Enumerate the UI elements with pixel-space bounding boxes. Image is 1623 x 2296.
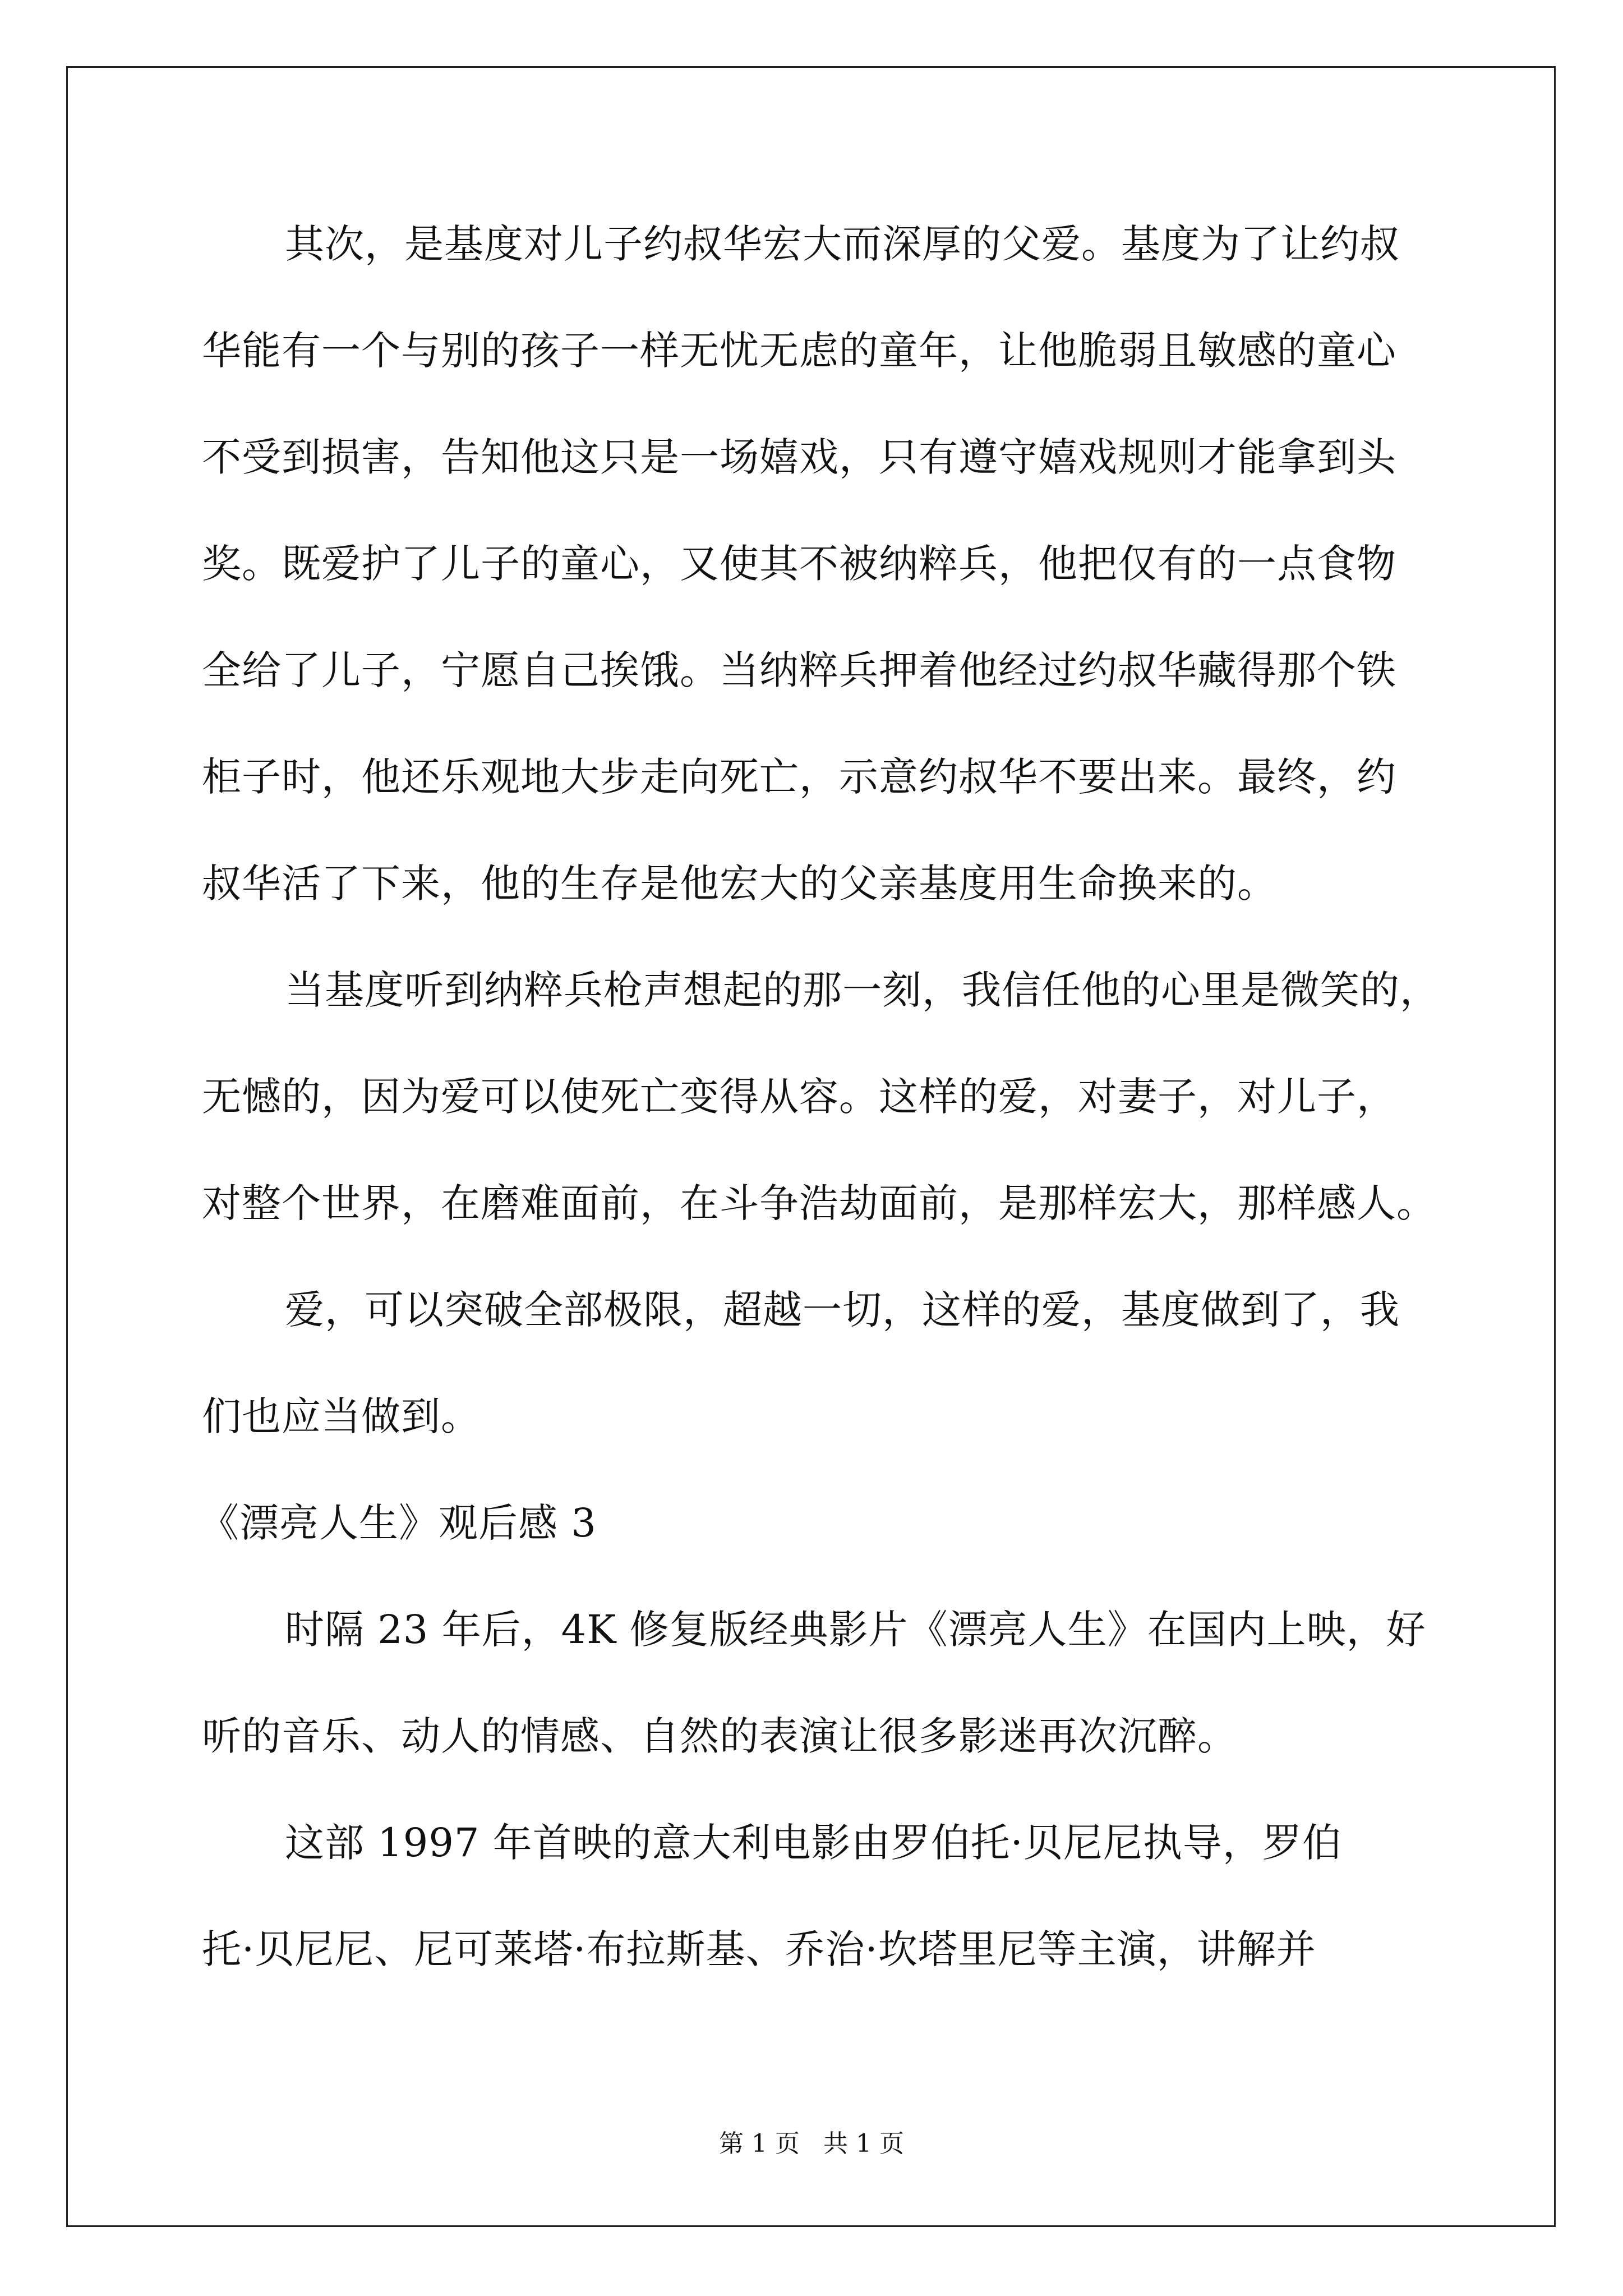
paragraph-line: 不受到损害，告知他这只是一场嬉戏，只有遵守嬉戏规则才能拿到头	[202, 434, 1396, 480]
paragraph-line: 们也应当做到。	[202, 1393, 481, 1439]
paragraph-line: 柜子时，他还乐观地大步走向死亡，示意约叔华不要出来。最终，约	[202, 754, 1396, 800]
section-heading: 《漂亮人生》观后感 3	[200, 1500, 597, 1546]
paragraph-line: 爱，可以突破全部极限，超越一切，这样的爱，基度做到了，我	[285, 1287, 1400, 1333]
paragraph-line: 华能有一个与别的孩子一样无忧无虑的童年，让他脆弱且敏感的童心	[202, 328, 1396, 374]
paragraph-line: 听的音乐、动人的情感、自然的表演让很多影迷再次沉醉。	[202, 1713, 1237, 1759]
paragraph-line: 托·贝尼尼、尼可莱塔·布拉斯基、乔治·坎塔里尼等主演，讲解并	[202, 1926, 1316, 1972]
page-footer: 第 1 页 共 1 页	[719, 2129, 904, 2158]
paragraph-line: 无憾的，因为爱可以使死亡变得从容。这样的爱，对妻子，对儿子，	[202, 1074, 1396, 1120]
paragraph-line: 叔华活了下来，他的生存是他宏大的父亲基度用生命换来的。	[202, 861, 1277, 907]
paragraph-line: 全给了儿子，宁愿自己挨饿。当纳粹兵押着他经过约叔华藏得那个铁	[202, 647, 1396, 693]
paragraph-line: 时隔 23 年后，4K 修复版经典影片《漂亮人生》在国内上映，好	[285, 1607, 1426, 1653]
paragraph-line: 这部 1997 年首映的意大利电影由罗伯托·贝尼尼执导，罗伯	[285, 1820, 1342, 1866]
paragraph-line: 对整个世界，在磨难面前，在斗争浩劫面前，是那样宏大，那样感人。	[202, 1180, 1436, 1226]
paragraph-line: 其次，是基度对儿子约叔华宏大而深厚的父爱。基度为了让约叔	[285, 221, 1400, 267]
paragraph-line: 奖。既爱护了儿子的童心，又使其不被纳粹兵，他把仅有的一点食物	[202, 541, 1396, 587]
paragraph-line: 当基度听到纳粹兵枪声想起的那一刻，我信任他的心里是微笑的，	[285, 967, 1440, 1013]
page-border	[66, 66, 1556, 2227]
